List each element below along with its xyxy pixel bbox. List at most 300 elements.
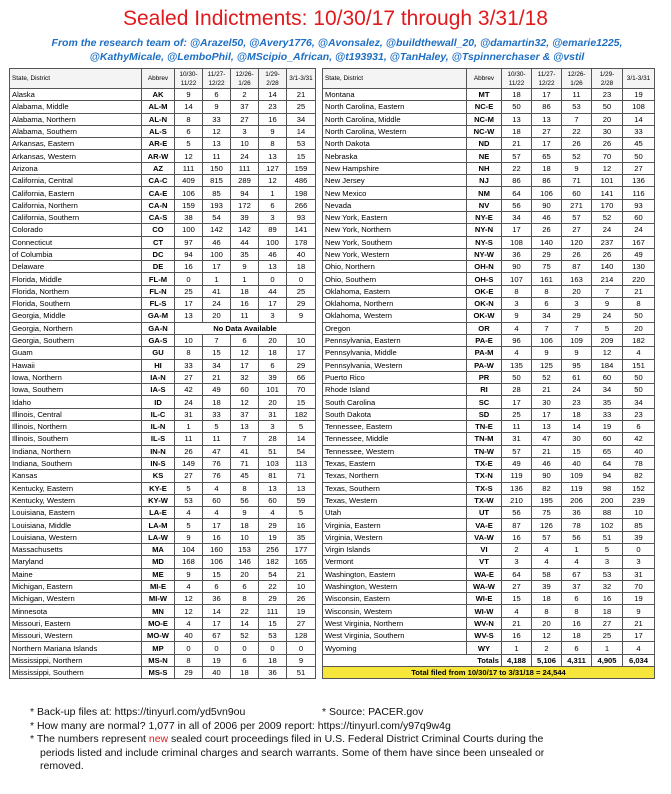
count-cell: 3 bbox=[623, 556, 655, 568]
count-cell: 78 bbox=[562, 519, 592, 531]
count-cell: 7 bbox=[231, 433, 259, 445]
count-cell: 51 bbox=[287, 666, 316, 678]
count-cell: 29 bbox=[562, 310, 592, 322]
table-row bbox=[323, 261, 655, 273]
count-cell: 64 bbox=[502, 187, 532, 199]
count-cell: 71 bbox=[231, 457, 259, 469]
count-cell: 151 bbox=[623, 359, 655, 371]
count-cell: 15 bbox=[259, 617, 287, 629]
count-cell: 4 bbox=[562, 556, 592, 568]
table-row bbox=[323, 310, 655, 322]
count-cell: 152 bbox=[623, 482, 655, 494]
count-cell: 14 bbox=[259, 89, 287, 101]
count-cell: 153 bbox=[231, 543, 259, 555]
count-cell: 18 bbox=[259, 654, 287, 666]
count-cell: 120 bbox=[562, 236, 592, 248]
district-abbrev: AR-W bbox=[142, 150, 175, 162]
count-cell: 9 bbox=[287, 654, 316, 666]
count-cell: 52 bbox=[231, 630, 259, 642]
table-row bbox=[10, 507, 316, 519]
district-name: Washington, Eastern bbox=[323, 568, 467, 580]
district-abbrev: PA-E bbox=[467, 334, 502, 346]
table-row bbox=[323, 298, 655, 310]
district-name: New York, Western bbox=[323, 248, 467, 260]
count-cell: 17 bbox=[203, 519, 231, 531]
count-cell: 34 bbox=[623, 396, 655, 408]
count-cell: 3 bbox=[502, 556, 532, 568]
count-cell: 4 bbox=[532, 543, 562, 555]
table-row bbox=[10, 580, 316, 592]
count-cell: 2 bbox=[502, 543, 532, 555]
count-cell: 90 bbox=[502, 261, 532, 273]
table-row bbox=[10, 113, 316, 125]
count-cell: 142 bbox=[231, 224, 259, 236]
count-cell: 88 bbox=[592, 507, 623, 519]
count-cell: 14 bbox=[562, 421, 592, 433]
count-cell: 20 bbox=[203, 310, 231, 322]
count-cell: 39 bbox=[259, 371, 287, 383]
count-cell: 29 bbox=[287, 359, 316, 371]
count-cell: 27 bbox=[562, 224, 592, 236]
district-name: New York, Eastern bbox=[323, 211, 467, 223]
count-cell: 13 bbox=[502, 113, 532, 125]
count-cell: 71 bbox=[287, 470, 316, 482]
page-title: Sealed Indictments: 10/30/17 through 3/31/18 bbox=[123, 7, 548, 30]
district-name: Georgia, Middle bbox=[10, 310, 142, 322]
district-name: Colorado bbox=[10, 224, 142, 236]
count-cell: 65 bbox=[532, 150, 562, 162]
count-cell: 8 bbox=[175, 113, 203, 125]
district-name: Rhode Island bbox=[323, 384, 467, 396]
count-cell: 193 bbox=[203, 199, 231, 211]
count-cell: 3 bbox=[259, 211, 287, 223]
count-cell: 19 bbox=[203, 654, 231, 666]
count-cell: 20 bbox=[231, 568, 259, 580]
count-cell: 13 bbox=[259, 150, 287, 162]
count-cell: 17 bbox=[502, 396, 532, 408]
count-cell: 4 bbox=[623, 642, 655, 654]
count-cell: 61 bbox=[562, 371, 592, 383]
district-abbrev: MI-W bbox=[142, 593, 175, 605]
count-cell: 16 bbox=[203, 531, 231, 543]
count-cell: 130 bbox=[623, 261, 655, 273]
count-cell: 0 bbox=[175, 642, 203, 654]
table-row bbox=[10, 273, 316, 285]
district-abbrev: VA-E bbox=[467, 519, 502, 531]
count-cell: 8 bbox=[623, 298, 655, 310]
count-cell: 13 bbox=[175, 310, 203, 322]
district-name: Puerto Rico bbox=[323, 371, 467, 383]
count-cell: 82 bbox=[532, 482, 562, 494]
count-cell: 5 bbox=[592, 322, 623, 334]
count-cell: 237 bbox=[592, 236, 623, 248]
count-cell: 60 bbox=[259, 494, 287, 506]
count-cell: 46 bbox=[203, 236, 231, 248]
count-cell: 44 bbox=[259, 285, 287, 297]
table-row bbox=[323, 543, 655, 555]
count-cell: 161 bbox=[532, 273, 562, 285]
count-cell: 182 bbox=[259, 556, 287, 568]
count-cell: 49 bbox=[502, 457, 532, 469]
table-row bbox=[10, 605, 316, 617]
district-abbrev: MI-E bbox=[142, 580, 175, 592]
count-cell: 160 bbox=[203, 543, 231, 555]
count-cell: 13 bbox=[231, 421, 259, 433]
district-abbrev: GA-N bbox=[142, 322, 175, 334]
count-cell: 103 bbox=[259, 457, 287, 469]
table-row bbox=[10, 396, 316, 408]
district-name: Missouri, Western bbox=[10, 630, 142, 642]
count-cell: 4 bbox=[502, 347, 532, 359]
count-cell: 18 bbox=[203, 396, 231, 408]
district-abbrev: KY-E bbox=[142, 482, 175, 494]
district-abbrev: FL-S bbox=[142, 298, 175, 310]
count-cell: 65 bbox=[592, 445, 623, 457]
count-cell: 17 bbox=[287, 347, 316, 359]
count-cell: 5 bbox=[175, 482, 203, 494]
count-cell: 14 bbox=[231, 617, 259, 629]
count-cell: 18 bbox=[259, 347, 287, 359]
count-cell: 93 bbox=[287, 211, 316, 223]
count-cell: 36 bbox=[562, 507, 592, 519]
count-cell: 33 bbox=[175, 359, 203, 371]
district-abbrev: NM bbox=[467, 187, 502, 199]
count-cell: 31 bbox=[502, 433, 532, 445]
research-credits: From the research team of: @Arazel50, @Avery1776, @Avonsalez, @buildthewall_20, @damartin32, @emarie1225, @KathyMicale, @LemboPhil, @MScipio_African, @t193931, @TanHaley, @Tspinnerchaser & @vstil bbox=[51, 37, 623, 63]
district-name: Pennsylvania, Western bbox=[323, 359, 467, 371]
count-cell: 13 bbox=[259, 482, 287, 494]
count-cell: 27 bbox=[592, 617, 623, 629]
count-cell: 1 bbox=[562, 543, 592, 555]
count-cell: 39 bbox=[623, 531, 655, 543]
table-row bbox=[10, 654, 316, 666]
count-cell: 7 bbox=[532, 322, 562, 334]
table-row bbox=[10, 445, 316, 457]
table-row bbox=[323, 347, 655, 359]
district-name: Illinois, Northern bbox=[10, 421, 142, 433]
grand-total: Total filed from 10/30/17 to 3/31/18 = 24,544 bbox=[323, 666, 655, 678]
count-cell: 90 bbox=[532, 199, 562, 211]
count-cell: 28 bbox=[502, 384, 532, 396]
count-cell: 177 bbox=[287, 543, 316, 555]
count-cell: 119 bbox=[502, 470, 532, 482]
count-cell: 4 bbox=[502, 322, 532, 334]
count-cell: 17 bbox=[532, 138, 562, 150]
table-row bbox=[10, 150, 316, 162]
count-cell: 119 bbox=[562, 482, 592, 494]
count-cell: 2 bbox=[532, 642, 562, 654]
district-abbrev: GA-S bbox=[142, 334, 175, 346]
count-cell: 53 bbox=[287, 138, 316, 150]
count-cell: 106 bbox=[532, 334, 562, 346]
count-cell: 50 bbox=[623, 384, 655, 396]
count-cell: 54 bbox=[287, 445, 316, 457]
count-cell: 29 bbox=[175, 666, 203, 678]
count-cell: 78 bbox=[623, 457, 655, 469]
count-cell: 7 bbox=[203, 334, 231, 346]
grand-total-row bbox=[323, 666, 655, 678]
district-abbrev: MA bbox=[142, 543, 175, 555]
count-cell: 20 bbox=[562, 285, 592, 297]
district-name: Alabama, Southern bbox=[10, 125, 142, 137]
count-cell: 26 bbox=[287, 593, 316, 605]
count-cell: 14 bbox=[203, 605, 231, 617]
count-cell: 15 bbox=[287, 396, 316, 408]
count-cell: 18 bbox=[532, 593, 562, 605]
count-cell: 4 bbox=[502, 605, 532, 617]
district-name: New Hampshire bbox=[323, 162, 467, 174]
district-abbrev: MP bbox=[142, 642, 175, 654]
count-cell: 52 bbox=[592, 211, 623, 223]
table-row bbox=[10, 433, 316, 445]
count-cell: 9 bbox=[562, 347, 592, 359]
count-cell: 9 bbox=[175, 531, 203, 543]
district-name: Texas, Eastern bbox=[323, 457, 467, 469]
count-cell: 6 bbox=[259, 199, 287, 211]
count-cell: 2 bbox=[231, 89, 259, 101]
district-abbrev: FL-N bbox=[142, 285, 175, 297]
column-header: Abbrev bbox=[142, 69, 175, 89]
count-cell: 1 bbox=[502, 642, 532, 654]
count-cell: 8 bbox=[562, 605, 592, 617]
count-cell: 86 bbox=[502, 175, 532, 187]
district-abbrev: WV-N bbox=[467, 617, 502, 629]
count-cell: 100 bbox=[203, 248, 231, 260]
count-cell: 46 bbox=[259, 248, 287, 260]
count-cell: 24 bbox=[592, 310, 623, 322]
district-abbrev: GU bbox=[142, 347, 175, 359]
district-abbrev: NJ bbox=[467, 175, 502, 187]
count-cell: 12 bbox=[532, 630, 562, 642]
district-name: Delaware bbox=[10, 261, 142, 273]
district-abbrev: WA-W bbox=[467, 580, 502, 592]
numbers-note-part: * The numbers represent bbox=[30, 733, 149, 746]
count-cell: 8 bbox=[532, 605, 562, 617]
table-row bbox=[323, 334, 655, 346]
count-cell: 29 bbox=[287, 298, 316, 310]
count-cell: 87 bbox=[562, 261, 592, 273]
district-abbrev: NV bbox=[467, 199, 502, 211]
district-name: of Columbia bbox=[10, 248, 142, 260]
table-row bbox=[10, 322, 316, 334]
column-header: 3/1-3/31 bbox=[287, 69, 316, 89]
count-cell: 182 bbox=[623, 334, 655, 346]
count-cell: 15 bbox=[287, 150, 316, 162]
district-name: Guam bbox=[10, 347, 142, 359]
count-cell: 26 bbox=[532, 224, 562, 236]
count-cell: 17 bbox=[175, 298, 203, 310]
table-row bbox=[10, 384, 316, 396]
count-cell: 141 bbox=[287, 224, 316, 236]
count-cell: 13 bbox=[287, 482, 316, 494]
district-name: Mississippi, Southern bbox=[10, 666, 142, 678]
backup-note: * Back-up files at: https://tinyurl.com/yd5vn9ou bbox=[30, 706, 246, 718]
count-cell: 3 bbox=[259, 310, 287, 322]
table-row bbox=[10, 494, 316, 506]
count-cell: 15 bbox=[203, 568, 231, 580]
district-abbrev: NC-W bbox=[467, 125, 502, 137]
count-cell: 27 bbox=[532, 125, 562, 137]
count-cell: 170 bbox=[592, 199, 623, 211]
count-cell: 149 bbox=[175, 457, 203, 469]
district-name: Arizona bbox=[10, 162, 142, 174]
count-cell: 6 bbox=[231, 334, 259, 346]
district-abbrev: TN-M bbox=[467, 433, 502, 445]
count-cell: 289 bbox=[231, 175, 259, 187]
count-cell: 56 bbox=[562, 531, 592, 543]
table-row bbox=[323, 642, 655, 654]
count-cell: 20 bbox=[592, 113, 623, 125]
count-cell: 27 bbox=[175, 371, 203, 383]
count-cell: 34 bbox=[203, 359, 231, 371]
count-cell: 14 bbox=[287, 433, 316, 445]
district-abbrev: HI bbox=[142, 359, 175, 371]
total-cell: 4,905 bbox=[592, 654, 623, 666]
district-name: Virgin Islands bbox=[323, 543, 467, 555]
count-cell: 22 bbox=[259, 580, 287, 592]
table-row bbox=[323, 408, 655, 420]
table-row bbox=[323, 580, 655, 592]
district-name: Arkansas, Western bbox=[10, 150, 142, 162]
district-name: Louisiana, Middle bbox=[10, 519, 142, 531]
district-name: Kentucky, Western bbox=[10, 494, 142, 506]
count-cell: 15 bbox=[203, 347, 231, 359]
count-cell: 26 bbox=[562, 138, 592, 150]
count-cell: 9 bbox=[231, 507, 259, 519]
district-abbrev: NY-S bbox=[467, 236, 502, 248]
district-name: Nebraska bbox=[323, 150, 467, 162]
table-row bbox=[323, 125, 655, 137]
total-cell: 4,311 bbox=[562, 654, 592, 666]
count-cell: 31 bbox=[623, 568, 655, 580]
numbers-note-part: sealed court proceedings filed in U.S. Federal District Criminal Courts during the bbox=[168, 733, 544, 746]
count-cell: 6 bbox=[231, 580, 259, 592]
table-row bbox=[10, 531, 316, 543]
count-cell: 20 bbox=[259, 396, 287, 408]
table-row bbox=[10, 162, 316, 174]
district-abbrev: IA-S bbox=[142, 384, 175, 396]
count-cell: 0 bbox=[259, 273, 287, 285]
count-cell: 34 bbox=[592, 384, 623, 396]
count-cell: 14 bbox=[287, 125, 316, 137]
count-cell: 9 bbox=[203, 101, 231, 113]
district-abbrev: KY-W bbox=[142, 494, 175, 506]
count-cell: 108 bbox=[502, 236, 532, 248]
district-abbrev: NY-N bbox=[467, 224, 502, 236]
district-abbrev: IL-C bbox=[142, 408, 175, 420]
district-abbrev: OK-W bbox=[467, 310, 502, 322]
district-abbrev: PA-M bbox=[467, 347, 502, 359]
count-cell: 12 bbox=[231, 347, 259, 359]
district-name: Louisiana, Eastern bbox=[10, 507, 142, 519]
count-cell: 94 bbox=[592, 470, 623, 482]
count-cell: 18 bbox=[532, 162, 562, 174]
count-cell: 8 bbox=[502, 285, 532, 297]
normal-note: * How many are normal? 1,077 in all of 2006 per 2009 report: https://tinyurl.com/y97q9w4g bbox=[30, 719, 451, 732]
count-cell: 9 bbox=[175, 568, 203, 580]
count-cell: 42 bbox=[623, 433, 655, 445]
count-cell: 38 bbox=[175, 211, 203, 223]
count-cell: 206 bbox=[562, 494, 592, 506]
table-row bbox=[10, 236, 316, 248]
count-cell: 16 bbox=[592, 593, 623, 605]
column-header: 10/30-11/22 bbox=[175, 69, 203, 89]
count-cell: 27 bbox=[623, 162, 655, 174]
district-name: Oklahoma, Eastern bbox=[323, 285, 467, 297]
count-cell: 136 bbox=[623, 175, 655, 187]
count-cell: 27 bbox=[231, 113, 259, 125]
count-cell: 60 bbox=[231, 384, 259, 396]
district-abbrev: CO bbox=[142, 224, 175, 236]
count-cell: 25 bbox=[502, 408, 532, 420]
count-cell: 13 bbox=[532, 421, 562, 433]
count-cell: 0 bbox=[287, 273, 316, 285]
district-name: California, Central bbox=[10, 175, 142, 187]
district-name: Minnesota bbox=[10, 605, 142, 617]
count-cell: 24 bbox=[592, 224, 623, 236]
count-cell: 214 bbox=[592, 273, 623, 285]
count-cell: 45 bbox=[623, 138, 655, 150]
count-cell: 11 bbox=[175, 433, 203, 445]
count-cell: 184 bbox=[592, 359, 623, 371]
count-cell: 41 bbox=[203, 285, 231, 297]
count-cell: 60 bbox=[203, 494, 231, 506]
district-abbrev: CA-S bbox=[142, 211, 175, 223]
district-name: New Jersey bbox=[323, 175, 467, 187]
count-cell: 5 bbox=[592, 543, 623, 555]
table-row bbox=[10, 543, 316, 555]
count-cell: 8 bbox=[259, 138, 287, 150]
count-cell: 49 bbox=[203, 384, 231, 396]
count-cell: 8 bbox=[231, 593, 259, 605]
count-cell: 9 bbox=[231, 261, 259, 273]
count-cell: 40 bbox=[287, 248, 316, 260]
column-header: 1/29-2/28 bbox=[592, 69, 623, 89]
count-cell: 11 bbox=[203, 150, 231, 162]
count-cell: 6 bbox=[175, 125, 203, 137]
count-cell: 1 bbox=[592, 642, 623, 654]
table-row bbox=[10, 617, 316, 629]
count-cell: 409 bbox=[175, 175, 203, 187]
count-cell: 9 bbox=[532, 347, 562, 359]
count-cell: 102 bbox=[592, 519, 623, 531]
count-cell: 6 bbox=[259, 359, 287, 371]
count-cell: 17 bbox=[623, 630, 655, 642]
district-name: Northern Mariana Islands bbox=[10, 642, 142, 654]
count-cell: 10 bbox=[287, 580, 316, 592]
count-cell: 9 bbox=[259, 125, 287, 137]
count-cell: 97 bbox=[175, 236, 203, 248]
count-cell: 47 bbox=[203, 445, 231, 457]
count-cell: 24 bbox=[203, 298, 231, 310]
count-cell: 167 bbox=[623, 236, 655, 248]
numbers-note-cont: periods listed and include criminal charges and search warrants. Some of them have since been unsealed or bbox=[40, 746, 545, 759]
count-cell: 46 bbox=[532, 457, 562, 469]
count-cell: 64 bbox=[502, 568, 532, 580]
count-cell: 16 bbox=[175, 261, 203, 273]
count-cell: 101 bbox=[259, 384, 287, 396]
district-name: Texas, Northern bbox=[323, 470, 467, 482]
district-abbrev: RI bbox=[467, 384, 502, 396]
count-cell: 9 bbox=[287, 310, 316, 322]
table-row bbox=[10, 101, 316, 113]
district-name: Oklahoma, Northern bbox=[323, 298, 467, 310]
count-cell: 34 bbox=[287, 113, 316, 125]
count-cell: 266 bbox=[287, 199, 316, 211]
district-name: Ohio, Southern bbox=[323, 273, 467, 285]
district-name: Tennessee, Western bbox=[323, 445, 467, 457]
count-cell: 15 bbox=[502, 593, 532, 605]
